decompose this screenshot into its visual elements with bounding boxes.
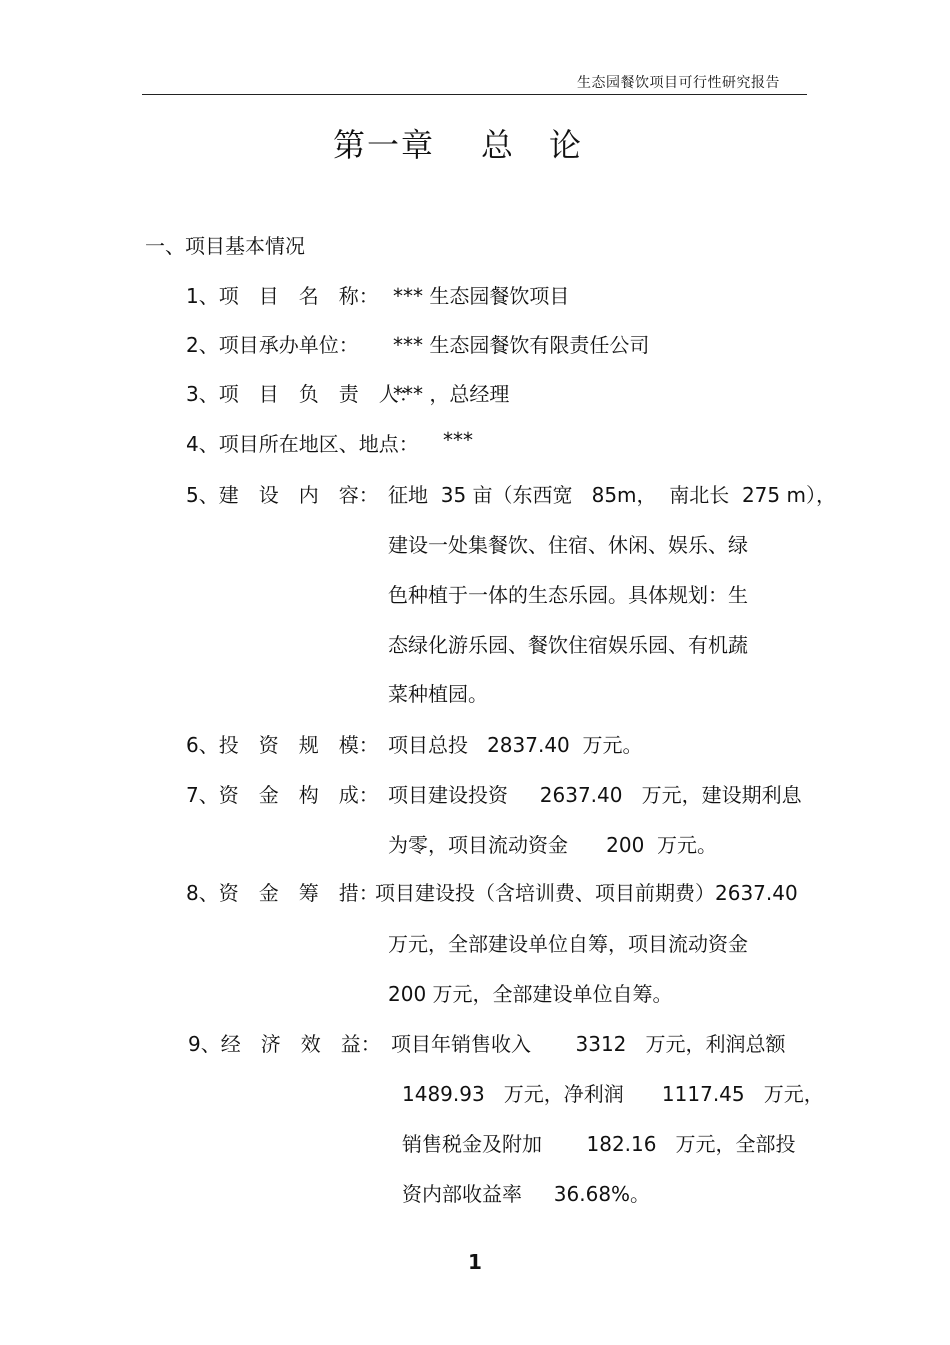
item-value: 万元，全部建设单位自筹，项目流动资金 (388, 932, 748, 956)
chapter-number: 第一章 (332, 126, 435, 164)
header-title: 生态园餐饮项目可行性研究报告 (577, 75, 780, 91)
item-value: *** (443, 428, 473, 452)
item-value: 资内部收益率 36.68%。 (402, 1182, 651, 1206)
item-value: 项目总投 2837.40 万元。 (388, 733, 643, 757)
item-label: 8、资 金 筹 措： (186, 881, 379, 905)
item-label: 5、建 设 内 容： (186, 483, 379, 507)
item-label: 2、项目承办单位： (186, 333, 359, 357)
item-value: 项目建设投（含培训费、项目前期费）2637.40 (375, 881, 798, 905)
page-number: 1 (468, 1250, 482, 1274)
item-value: 200 万元，全部建设单位自筹。 (388, 982, 673, 1006)
item-value: *** 生态园餐饮项目 (393, 284, 570, 308)
item-label: 4、项目所在地区、地点： (186, 432, 419, 456)
item-label: 1、项 目 名 称： (186, 284, 379, 308)
item-label: 6、投 资 规 模： (186, 733, 379, 757)
item-value: 态绿化游乐园、餐饮住宿娱乐园、有机蔬 (388, 633, 748, 657)
item-value: 为零，项目流动资金 200 万元。 (388, 833, 718, 857)
item-value: 色种植于一体的生态乐园。具体规划：生 (388, 583, 748, 607)
item-value: 1489.93 万元，净利润 1117.45 万元， (402, 1082, 824, 1106)
header-divider (142, 94, 807, 95)
item-value: 项目建设投资 2637.40 万元，建设期利息 (388, 783, 802, 807)
item-value: 菜种植园。 (388, 682, 488, 706)
item-value: 项目年销售收入 3312 万元，利润总额 (391, 1032, 786, 1056)
item-value: 建设一处集餐饮、住宿、休闲、娱乐、绿 (388, 533, 748, 557)
item-value: *** 生态园餐饮有限责任公司 (393, 333, 650, 357)
item-value: *** ，总经理 (393, 382, 510, 406)
item-value: 征地 35 亩（东西宽 85m， 南北长 275 m）， (388, 483, 836, 507)
chapter-name: 总论 (481, 126, 618, 164)
section-heading: 一、项目基本情况 (145, 234, 305, 258)
item-label: 3、项 目 负 责 人： (186, 382, 419, 406)
item-label: 7、资 金 构 成： (186, 783, 379, 807)
item-value: 销售税金及附加 182.16 万元，全部投 (402, 1132, 796, 1156)
item-label: 9、经 济 效 益： (188, 1032, 381, 1056)
chapter-title (0, 120, 950, 166)
